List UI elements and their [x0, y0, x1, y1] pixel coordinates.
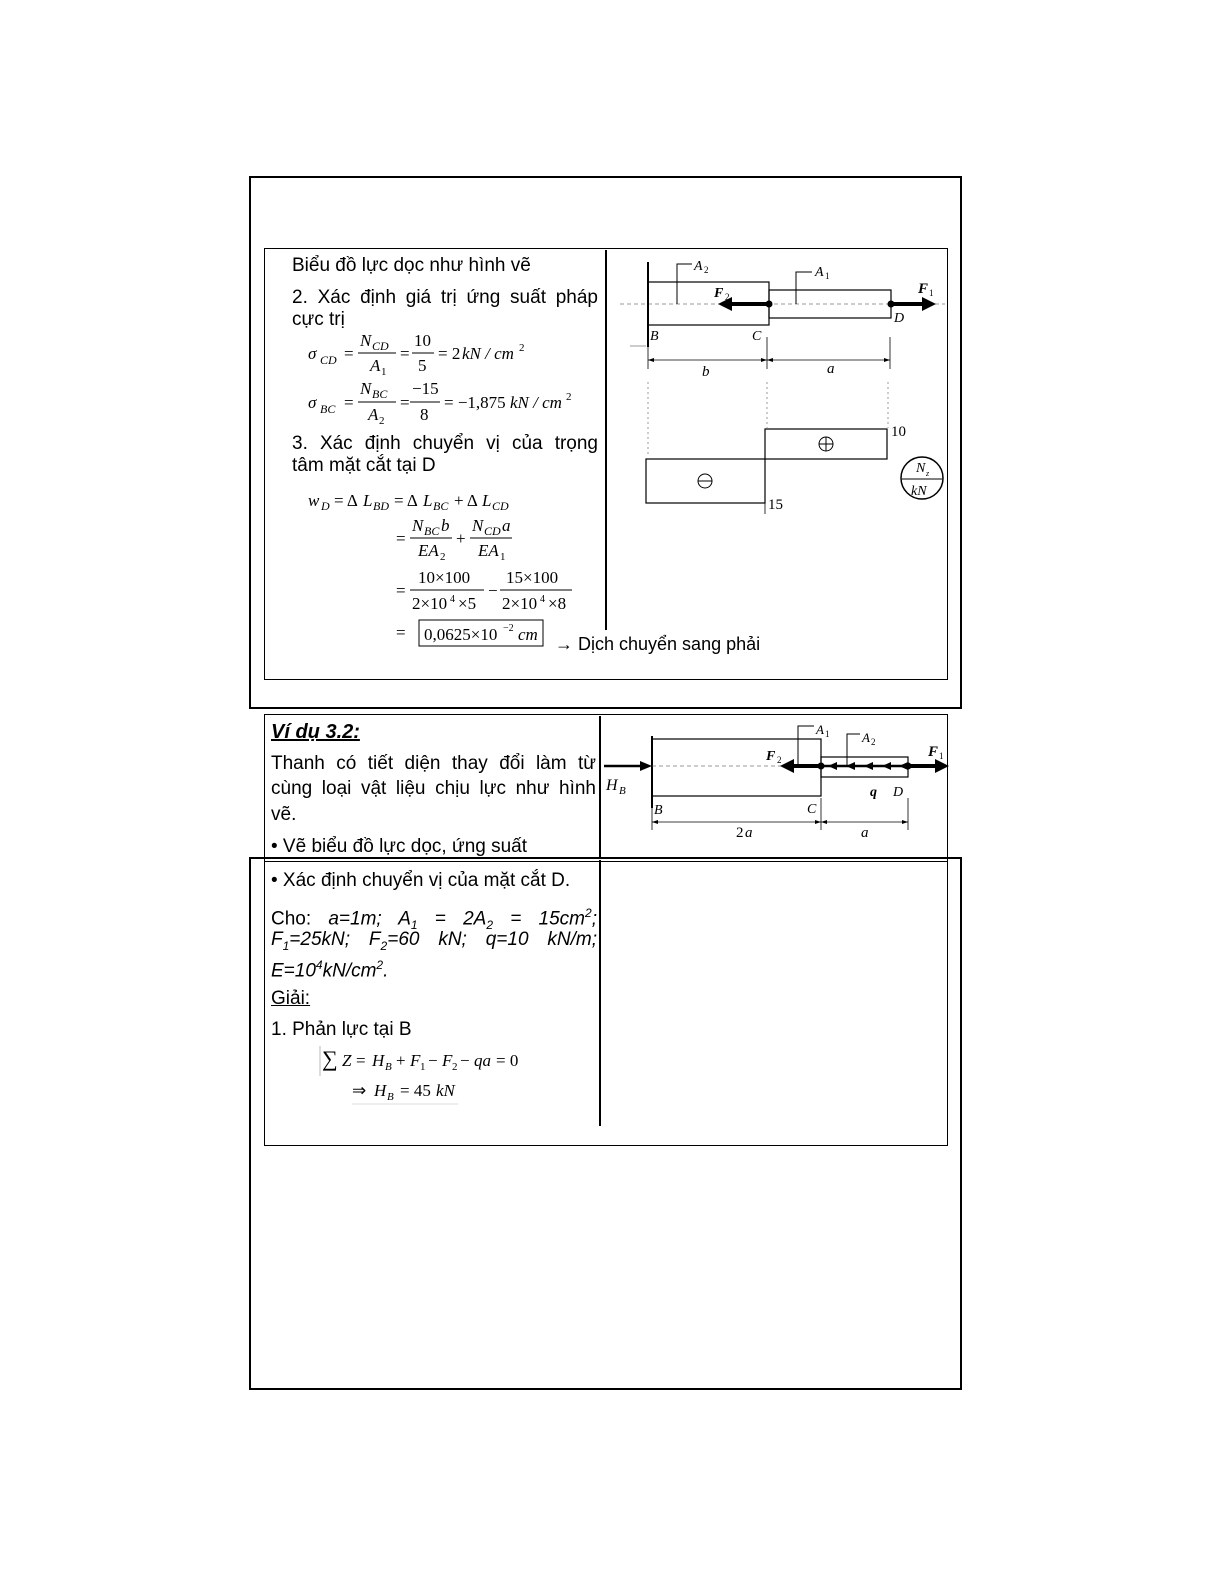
svg-text:8: 8 — [420, 405, 429, 424]
svg-text:F: F — [928, 744, 939, 760]
svg-text:B: B — [385, 1061, 392, 1073]
svg-text:B: B — [619, 785, 626, 797]
svg-text:1: 1 — [825, 729, 830, 739]
given-line-1: Cho: a=1m; $A_1 = 2A_2 = 15cm^2$; — [271, 906, 597, 933]
svg-text:10×100: 10×100 — [418, 568, 471, 587]
svg-text:A: A — [815, 265, 824, 280]
slide-2-formulas — [318, 1042, 548, 1108]
svg-text:+: + — [396, 1051, 406, 1070]
svg-text:= 0: = 0 — [496, 1051, 519, 1070]
svg-text:BC: BC — [433, 499, 449, 513]
svg-text:10: 10 — [891, 424, 906, 440]
svg-text:q: q — [870, 785, 877, 800]
svg-text:=: = — [396, 529, 406, 548]
svg-text:C: C — [752, 329, 762, 344]
svg-text:−: − — [428, 1051, 438, 1070]
svg-text:b: b — [441, 516, 450, 535]
svg-text:2: 2 — [736, 825, 744, 841]
svg-text:=: = — [344, 393, 354, 412]
example-bullet-2: • Xác định chuyển vị của mặt cắt D. — [271, 870, 571, 891]
svg-text:1: 1 — [420, 1061, 426, 1073]
svg-text:N: N — [472, 516, 484, 535]
svg-text:cm: cm — [518, 625, 538, 644]
svg-text:=: = — [356, 1051, 366, 1070]
svg-text:A: A — [862, 730, 870, 745]
svg-text:kN: kN — [911, 484, 927, 499]
slide-1-step2-a: 2. Xác định giá trị ứng suất pháp — [292, 287, 598, 308]
svg-text:2: 2 — [452, 1061, 458, 1073]
svg-text:N: N — [360, 331, 372, 350]
svg-text:L: L — [363, 491, 373, 510]
svg-text:CD: CD — [320, 353, 337, 367]
example-title: Ví dụ 3.2: — [271, 721, 360, 743]
svg-text:×8: ×8 — [548, 594, 567, 613]
svg-text:1: 1 — [825, 271, 830, 281]
svg-text:F: F — [714, 286, 724, 301]
slide-1-result-note: → Dịch chuyển sang phải — [555, 634, 761, 654]
svg-text:F: F — [442, 1051, 453, 1070]
given-line-2: $F_1=25kN$; $F_2=60$ kN; q=10 kN/m; — [271, 929, 598, 953]
svg-text:4: 4 — [540, 594, 545, 605]
svg-text:−: − — [460, 1051, 470, 1070]
slide-1-formulas — [300, 322, 605, 662]
svg-text:2: 2 — [519, 342, 525, 354]
svg-text:H: H — [606, 777, 618, 794]
svg-text:2: 2 — [440, 551, 446, 563]
svg-text:+ Δ: + Δ — [454, 491, 478, 510]
svg-text:+: + — [456, 529, 466, 548]
svg-text:C: C — [807, 802, 817, 817]
svg-text:4: 4 — [450, 594, 455, 605]
svg-text:= Δ: = Δ — [394, 491, 418, 510]
slide-1-step3-b: tâm mặt cắt tại D — [292, 455, 436, 476]
svg-text:Z: Z — [342, 1051, 352, 1070]
svg-text:1: 1 — [929, 288, 934, 298]
slide-1-step2-b: cực trị — [292, 309, 345, 330]
svg-text:2: 2 — [704, 265, 709, 275]
svg-text:F: F — [766, 749, 776, 764]
solution-heading: Giải: — [271, 988, 311, 1009]
svg-text:−: − — [488, 581, 498, 600]
slide-1-bar-diagram — [620, 252, 950, 522]
svg-text:F: F — [918, 281, 929, 297]
svg-text:−15: −15 — [412, 379, 439, 398]
svg-text:1: 1 — [500, 551, 506, 563]
svg-text:= Δ: = Δ — [334, 491, 358, 510]
svg-text:= 2: = 2 — [438, 344, 461, 363]
svg-text:CD: CD — [372, 339, 389, 353]
slide-2-divider — [599, 860, 601, 1126]
svg-text:=: = — [396, 581, 406, 600]
given-cho: Cho: — [271, 908, 312, 930]
svg-text:σ: σ — [308, 344, 317, 363]
svg-text:F: F — [410, 1051, 421, 1070]
svg-text:b: b — [702, 364, 710, 380]
svg-text:2×10: 2×10 — [502, 594, 538, 613]
example-desc-1: Thanh có tiết diện thay đổi làm từ — [271, 753, 596, 774]
svg-text:CD: CD — [484, 524, 501, 538]
svg-text:EA: EA — [478, 541, 499, 560]
svg-text:z: z — [926, 469, 930, 478]
svg-text:5: 5 — [418, 356, 427, 375]
svg-text:L: L — [423, 491, 433, 510]
svg-text:N: N — [916, 461, 926, 476]
svg-text:kN / cm: kN / cm — [462, 344, 514, 363]
svg-text:a: a — [827, 361, 835, 377]
svg-text:D: D — [321, 499, 330, 513]
svg-text:1: 1 — [939, 751, 944, 761]
slide-1-divider — [605, 250, 607, 630]
svg-text:A: A — [368, 405, 379, 424]
svg-text:CD: CD — [492, 499, 509, 513]
slide-1-step3-a: 3. Xác định chuyển vị của trọng — [292, 433, 598, 454]
svg-text:D: D — [893, 785, 904, 800]
svg-text:2×10: 2×10 — [412, 594, 448, 613]
svg-text:A: A — [370, 356, 381, 375]
svg-text:0,0625×10: 0,0625×10 — [424, 625, 498, 644]
slide-2-bar-diagram — [602, 718, 952, 846]
example-desc-2: cùng loại vật liệu chịu lực như hình — [271, 778, 596, 799]
svg-text:=: = — [400, 344, 410, 363]
svg-text:=: = — [396, 623, 406, 642]
svg-text:B: B — [654, 803, 663, 818]
svg-text:A: A — [816, 722, 824, 737]
svg-text:w: w — [308, 491, 320, 510]
svg-text:2: 2 — [566, 391, 572, 403]
svg-text:A: A — [694, 259, 703, 274]
svg-text:×5: ×5 — [458, 594, 477, 613]
svg-text:−2: −2 — [503, 623, 514, 634]
given-line-3: $E=10^4kN/cm^2$. — [271, 958, 389, 982]
svg-text:=: = — [400, 393, 410, 412]
svg-text:a: a — [861, 825, 869, 841]
svg-text:B: B — [650, 329, 659, 344]
svg-text:∑: ∑ — [322, 1046, 338, 1071]
svg-text:H: H — [374, 1081, 387, 1100]
svg-text:D: D — [894, 311, 905, 326]
svg-text:2: 2 — [871, 737, 876, 747]
svg-text:2: 2 — [777, 755, 782, 765]
svg-text:1: 1 — [381, 366, 387, 378]
svg-text:15×100: 15×100 — [506, 568, 559, 587]
svg-text:BC: BC — [372, 387, 388, 401]
svg-text:kN / cm: kN / cm — [510, 393, 562, 412]
svg-text:= −1,875: = −1,875 — [444, 393, 506, 412]
svg-text:EA: EA — [418, 541, 439, 560]
example-bullet-1: • Vẽ biểu đồ lực dọc, ứng suất — [271, 836, 528, 857]
svg-text:⇒: ⇒ — [352, 1081, 367, 1100]
svg-text:qa: qa — [474, 1051, 491, 1070]
svg-text:2: 2 — [725, 292, 730, 302]
solution-step-1: 1. Phản lực tại B — [271, 1019, 412, 1040]
slide-2-top-divider — [599, 716, 601, 858]
svg-text:H: H — [372, 1051, 385, 1070]
svg-text:kN: kN — [436, 1081, 455, 1100]
svg-text:L: L — [482, 491, 492, 510]
example-desc-3: vẽ. — [271, 804, 297, 825]
svg-text:N: N — [412, 516, 424, 535]
svg-text:BD: BD — [373, 499, 389, 513]
svg-text:σ: σ — [308, 393, 317, 412]
svg-text:= 45: = 45 — [400, 1081, 431, 1100]
svg-text:10: 10 — [414, 331, 431, 350]
svg-text:=: = — [344, 344, 354, 363]
svg-text:N: N — [360, 379, 372, 398]
svg-text:BC: BC — [320, 402, 336, 416]
svg-text:2: 2 — [379, 415, 385, 427]
svg-text:B: B — [387, 1091, 394, 1103]
svg-text:a: a — [502, 516, 511, 535]
slide-1-line1: Biểu đồ lực dọc như hình vẽ — [292, 255, 531, 276]
svg-text:15: 15 — [768, 497, 783, 513]
svg-text:BC: BC — [424, 524, 440, 538]
svg-text:a: a — [745, 825, 753, 841]
